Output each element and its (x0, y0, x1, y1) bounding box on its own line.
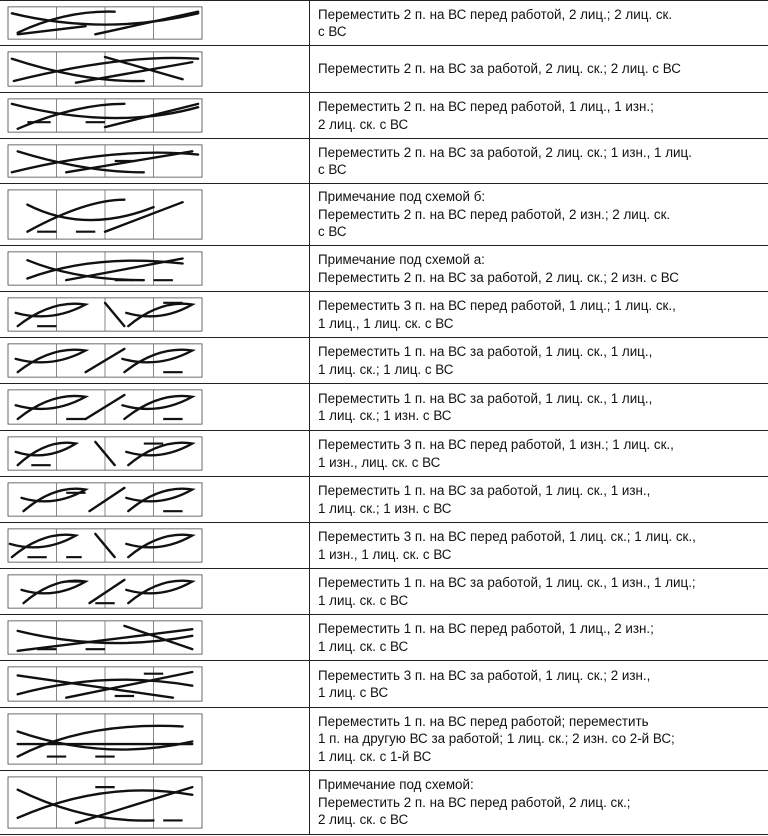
cable-symbol-icon (0, 384, 310, 430)
cable-symbol-cell (0, 139, 310, 183)
cable-symbol-icon (0, 615, 310, 660)
cable-symbol-cell (0, 477, 310, 522)
legend-row (0, 430, 768, 476)
cable-loop-stroke (16, 304, 86, 326)
cable-symbol-icon (0, 292, 310, 337)
legend-row (0, 707, 768, 770)
cable-loop-stroke (122, 396, 192, 419)
instruction-cell (318, 615, 763, 660)
cable-stroke (27, 200, 124, 232)
legend-row (0, 568, 768, 614)
cable-symbol-icon (0, 431, 310, 476)
cable-symbol-icon (0, 661, 310, 707)
instruction-text: Примечание под схемой а: Переместить 2 п. на ВС за работой, 2 лиц. ск.; 2 изн. с ВС (318, 252, 679, 285)
instruction-text: Переместить 1 п. на ВС за работой, 1 лиц. ск., 1 изн., 1 лиц. ск.; 1 изн. с ВС (318, 483, 651, 516)
instruction-cell (318, 246, 763, 291)
legend-row (0, 291, 768, 337)
cable-stroke (89, 580, 124, 603)
cable-stroke (105, 104, 198, 127)
instruction-cell (318, 292, 763, 337)
legend-row (0, 522, 768, 568)
instruction-cell (318, 139, 763, 183)
instruction-cell (318, 661, 763, 707)
cable-loop-stroke (122, 350, 192, 372)
legend-row (0, 138, 768, 183)
instruction-text: Переместить 2 п. на ВС за работой, 2 лиц. ск.; 1 изн., 1 лиц. с ВС (318, 144, 692, 177)
cable-stroke (27, 205, 153, 220)
legend-row (0, 337, 768, 383)
cable-loop-stroke (126, 581, 192, 603)
instruction-cell (318, 477, 763, 522)
instruction-cell (318, 1, 763, 45)
legend-row (0, 45, 768, 92)
instruction-text: Переместить 3 п. на ВС перед работой, 1 лиц. ск.; 1 лиц. ск., 1 изн., 1 лиц. ск. с ВС (318, 529, 696, 562)
table-bottom-border (0, 834, 768, 835)
cable-stroke (95, 12, 198, 35)
cable-symbol-cell (0, 523, 310, 568)
cable-symbol-cell (0, 615, 310, 660)
instruction-text: Переместить 1 п. на ВС перед работой; переместить 1 п. на другую ВС за работой; 1 лиц. ск.; 2 изн. со 2-й ВС; 1 лиц. ск. с 1-й ВС (318, 713, 675, 764)
cable-symbol-icon (0, 1, 310, 45)
instruction-cell (318, 708, 763, 770)
legend-row (0, 614, 768, 660)
cable-symbol-icon (0, 246, 310, 291)
instruction-cell (318, 431, 763, 476)
cable-symbol-icon (0, 477, 310, 522)
instruction-text: Переместить 1 п. на ВС за работой, 1 лиц. ск., 1 лиц., 1 лиц. ск.; 1 изн. с ВС (318, 390, 653, 423)
instruction-cell (318, 569, 763, 614)
legend-row (0, 245, 768, 291)
cable-symbol-cell (0, 431, 310, 476)
legend-row (0, 383, 768, 430)
cable-loop-stroke (126, 489, 192, 511)
cable-loop-stroke (16, 350, 86, 372)
cable-loop-stroke (16, 396, 86, 419)
cable-symbol-icon (0, 184, 310, 245)
cable-symbol-icon (0, 139, 310, 183)
cable-symbol-icon (0, 523, 310, 568)
instruction-text: Переместить 3 п. на ВС перед работой, 1 изн.; 1 лиц. ск., 1 изн., лиц. ск. с ВС (318, 437, 674, 470)
instruction-cell (318, 384, 763, 430)
cable-symbol-cell (0, 708, 310, 770)
cable-loop-stroke (16, 443, 76, 465)
instruction-text: Переместить 3 п. на ВС перед работой, 1 лиц.; 1 лиц. ск., 1 лиц., 1 лиц. ск. с ВС (318, 298, 676, 331)
cable-stroke (18, 726, 183, 757)
cable-symbol-cell (0, 661, 310, 707)
instruction-cell (318, 184, 763, 245)
cable-loop-stroke (22, 581, 86, 603)
cable-stroke (89, 488, 124, 511)
legend-row (0, 770, 768, 834)
instruction-text: Переместить 2 п. на ВС перед работой, 2 лиц.; 2 лиц. ск. с ВС (318, 6, 673, 39)
instruction-cell (318, 46, 763, 92)
cable-symbol-cell (0, 246, 310, 291)
cable-symbol-cell (0, 184, 310, 245)
cable-loop-stroke (126, 535, 192, 557)
instruction-cell (318, 523, 763, 568)
legend-row (0, 183, 768, 245)
instruction-text: Переместить 2 п. на ВС перед работой, 1 лиц., 1 изн.; 2 лиц. ск. с ВС (318, 99, 654, 132)
cable-symbol-icon (0, 708, 310, 770)
cable-symbol-icon (0, 771, 310, 834)
instruction-text: Переместить 1 п. на ВС перед работой, 1 лиц., 2 изн.; 1 лиц. ск. с ВС (318, 621, 654, 654)
cable-symbol-cell (0, 569, 310, 614)
cable-symbol-cell (0, 93, 310, 138)
legend-row (0, 476, 768, 522)
instruction-text: Примечание под схемой: Переместить 2 п. на ВС перед работой, 2 лиц. ск.; 2 лиц. ск. с ВС (318, 777, 631, 828)
cable-symbol-cell (0, 1, 310, 45)
legend-row (0, 660, 768, 707)
instruction-text: Переместить 3 п. на ВС за работой, 1 лиц. ск.; 2 изн., 1 лиц. с ВС (318, 667, 651, 700)
cable-symbol-icon (0, 569, 310, 614)
cable-symbol-cell (0, 338, 310, 383)
cable-symbol-cell (0, 771, 310, 834)
instruction-cell (318, 93, 763, 138)
instruction-text: Переместить 2 п. на ВС за работой, 2 лиц. ск.; 2 лиц. с ВС (318, 61, 681, 77)
instruction-text: Переместить 1 п. на ВС за работой, 1 лиц. ск., 1 лиц., 1 лиц. ск.; 1 лиц. с ВС (318, 344, 653, 377)
cable-symbol-icon (0, 93, 310, 138)
legend-row (0, 92, 768, 138)
cable-loop-stroke (126, 304, 192, 326)
instruction-cell (318, 771, 763, 834)
cable-symbol-icon (0, 46, 310, 92)
cable-stroke (18, 675, 173, 697)
instruction-cell (318, 338, 763, 383)
cable-stroke (105, 303, 124, 326)
legend-row (0, 0, 768, 45)
instruction-text: Переместить 1 п. на ВС за работой, 1 лиц. ск., 1 изн., 1 лиц.; 1 лиц. ск. с ВС (318, 575, 696, 608)
cable-loop-stroke (126, 443, 192, 465)
cable-stroke (76, 787, 192, 823)
cable-symbol-cell (0, 292, 310, 337)
cable-symbol-cell (0, 46, 310, 92)
cable-loop-stroke (10, 535, 76, 557)
cable-symbol-icon (0, 338, 310, 383)
cable-symbol-cell (0, 384, 310, 430)
instruction-text: Примечание под схемой б: Переместить 2 п. на ВС перед работой, 2 изн.; 2 лиц. ск. с ВС (318, 189, 671, 240)
